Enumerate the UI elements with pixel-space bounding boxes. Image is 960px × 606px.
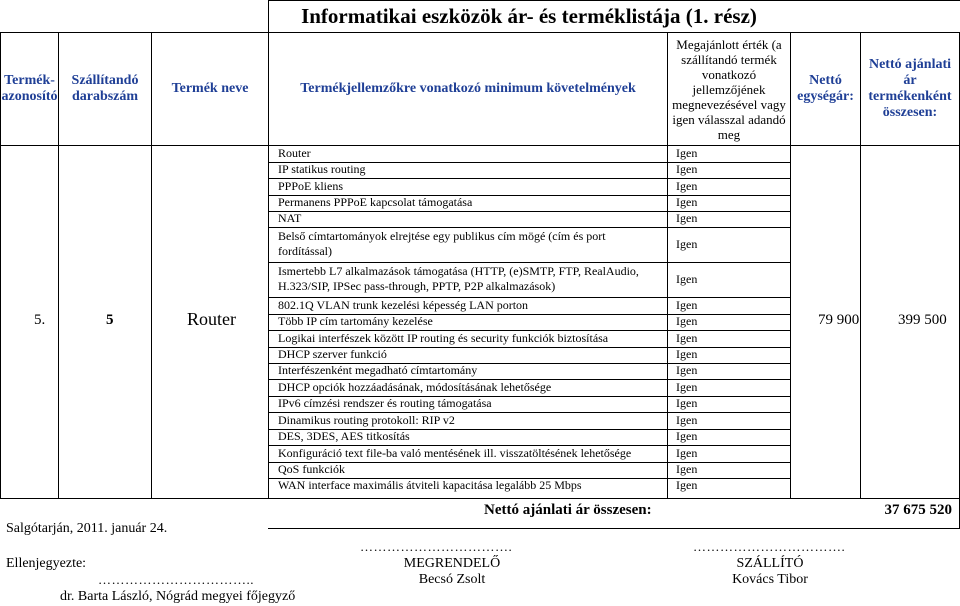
requirement-value: Igen [676, 298, 698, 312]
requirement-value: Igen [676, 272, 698, 286]
requirement-row [268, 380, 960, 397]
requirement-value: Igen [676, 347, 698, 361]
requirement-row [268, 314, 960, 331]
supplier-signature-line: ……………………………. [693, 539, 846, 554]
requirement-row [268, 146, 960, 163]
requirement-row [268, 298, 960, 315]
product-id: 5. [34, 312, 46, 328]
requirement-value: Igen [676, 396, 698, 410]
requirement-value: Igen [676, 380, 698, 394]
requirement-value: Igen [676, 446, 698, 460]
countersigner-name: dr. Barta László, Nógrád megyei főjegyző [60, 589, 296, 604]
product-name: Router [187, 309, 236, 329]
requirement-text: Több IP cím tartomány kezelése [278, 314, 433, 328]
requirement-row [268, 413, 960, 430]
header-requirements: Termékjellemzőkre vonatkozó minimum követelmények [300, 81, 636, 96]
unit-price: 79 900 [818, 312, 860, 328]
requirement-text: QoS funkciók [278, 462, 345, 476]
requirement-text: DHCP opciók hozzáadásának, módosításának lehetősége [278, 380, 552, 394]
requirement-value: Igen [676, 314, 698, 328]
requirement-text: Interfészenként megadható címtartomány [278, 363, 478, 377]
header-product-id: Termék-azonosító [1, 73, 58, 104]
requirement-row [268, 195, 960, 212]
requirement-value: Igen [676, 146, 698, 160]
requirement-row [268, 179, 960, 196]
header-total-price: Nettó ajánlati ár termékenként összesen: [868, 57, 952, 120]
place-date: Salgótarján, 2011. január 24. [6, 521, 168, 536]
requirement-value: Igen [676, 195, 698, 209]
requirement-text: PPPoE kliens [278, 179, 344, 193]
requirement-row [268, 263, 960, 298]
requirement-text: IPv6 címzési rendszer és routing támogatása [278, 396, 492, 410]
requirement-value: Igen [676, 429, 698, 443]
requirement-text: Dinamikus routing protokoll: RIP v2 [278, 413, 455, 427]
total-price: 399 500 [898, 312, 947, 328]
requirement-value: Igen [676, 211, 698, 225]
requirement-row [268, 331, 960, 348]
requirement-row [268, 446, 960, 463]
requirement-value: Igen [676, 478, 698, 492]
requirement-text: Konfiguráció text file-ba való mentésének ill. visszatöltésének lehetősége [278, 446, 632, 460]
header-unit-price: Nettó egységár: [797, 73, 854, 104]
requirement-value: Igen [676, 413, 698, 427]
header-offered-value: Megajánlott érték (a szállítandó termék vonatkozó jellemzőjének megnevezésével vagy igen válasszal adandó meg [672, 36, 786, 142]
countersigned-label: Ellenjegyezte: [6, 556, 87, 571]
requirement-row [268, 162, 960, 179]
requirement-text: Ismertebb L7 alkalmazások támogatása (HTTP, (e)SMTP, FTP, RealAudio, H.323/SIP, IPSec pass-through, PPTP, P2P alkalmazások) [278, 264, 639, 293]
summary-label: Nettó ajánlati ár összesen: [484, 502, 652, 518]
requirement-text: NAT [278, 211, 302, 225]
requirement-value: Igen [676, 162, 698, 176]
requirement-row [268, 363, 960, 380]
header-product-name: Termék neve [171, 81, 249, 96]
title-border-top [268, 0, 960, 1]
table-border-bottom [0, 498, 960, 499]
countersign-signature-line: …………………………….. [98, 572, 254, 587]
requirement-text: Permanens PPPoE kapcsolat támogatása [278, 195, 473, 209]
requirement-text: WAN interface maximális átviteli kapacitása legalább 25 Mbps [278, 478, 582, 492]
requirement-value: Igen [676, 462, 698, 476]
requirement-text: DES, 3DES, AES titkosítás [278, 429, 410, 443]
supplier-name: Kovács Tibor [732, 572, 808, 587]
requirement-row [268, 462, 960, 479]
buyer-signature-line: ……………………………. [360, 539, 513, 554]
page-title: Informatikai eszközök ár- és terméklistája (1. rész) [301, 4, 757, 28]
header-quantity: Szállítandó darabszám [71, 73, 139, 104]
summary-border-bottom [268, 528, 960, 529]
requirement-text: DHCP szerver funkció [278, 347, 387, 361]
requirement-row [268, 396, 960, 413]
requirement-text: 802.1Q VLAN trunk kezelési képesség LAN porton [278, 298, 529, 312]
requirement-text: Logikai interfészek között IP routing és security funkciók biztosítása [278, 331, 609, 345]
buyer-label: MEGRENDELŐ [403, 556, 501, 571]
summary-value: 37 675 520 [884, 502, 952, 518]
requirement-text: Belső címtartományok elrejtése egy publikus cím mögé (cím és port fordítással) [278, 229, 606, 258]
requirement-text: Router [278, 146, 311, 160]
requirement-row [268, 211, 960, 228]
product-quantity: 5 [106, 312, 114, 328]
requirement-text: IP statikus routing [278, 162, 366, 176]
requirement-value: Igen [676, 331, 698, 345]
requirement-row [268, 228, 960, 263]
requirement-value: Igen [676, 363, 698, 377]
requirement-row [268, 478, 960, 498]
buyer-name: Becsó Zsolt [418, 572, 486, 587]
requirement-row [268, 429, 960, 446]
requirement-row [268, 347, 960, 364]
requirement-value: Igen [676, 179, 698, 193]
supplier-label: SZÁLLÍTÓ [736, 556, 804, 571]
requirement-value: Igen [676, 237, 698, 251]
